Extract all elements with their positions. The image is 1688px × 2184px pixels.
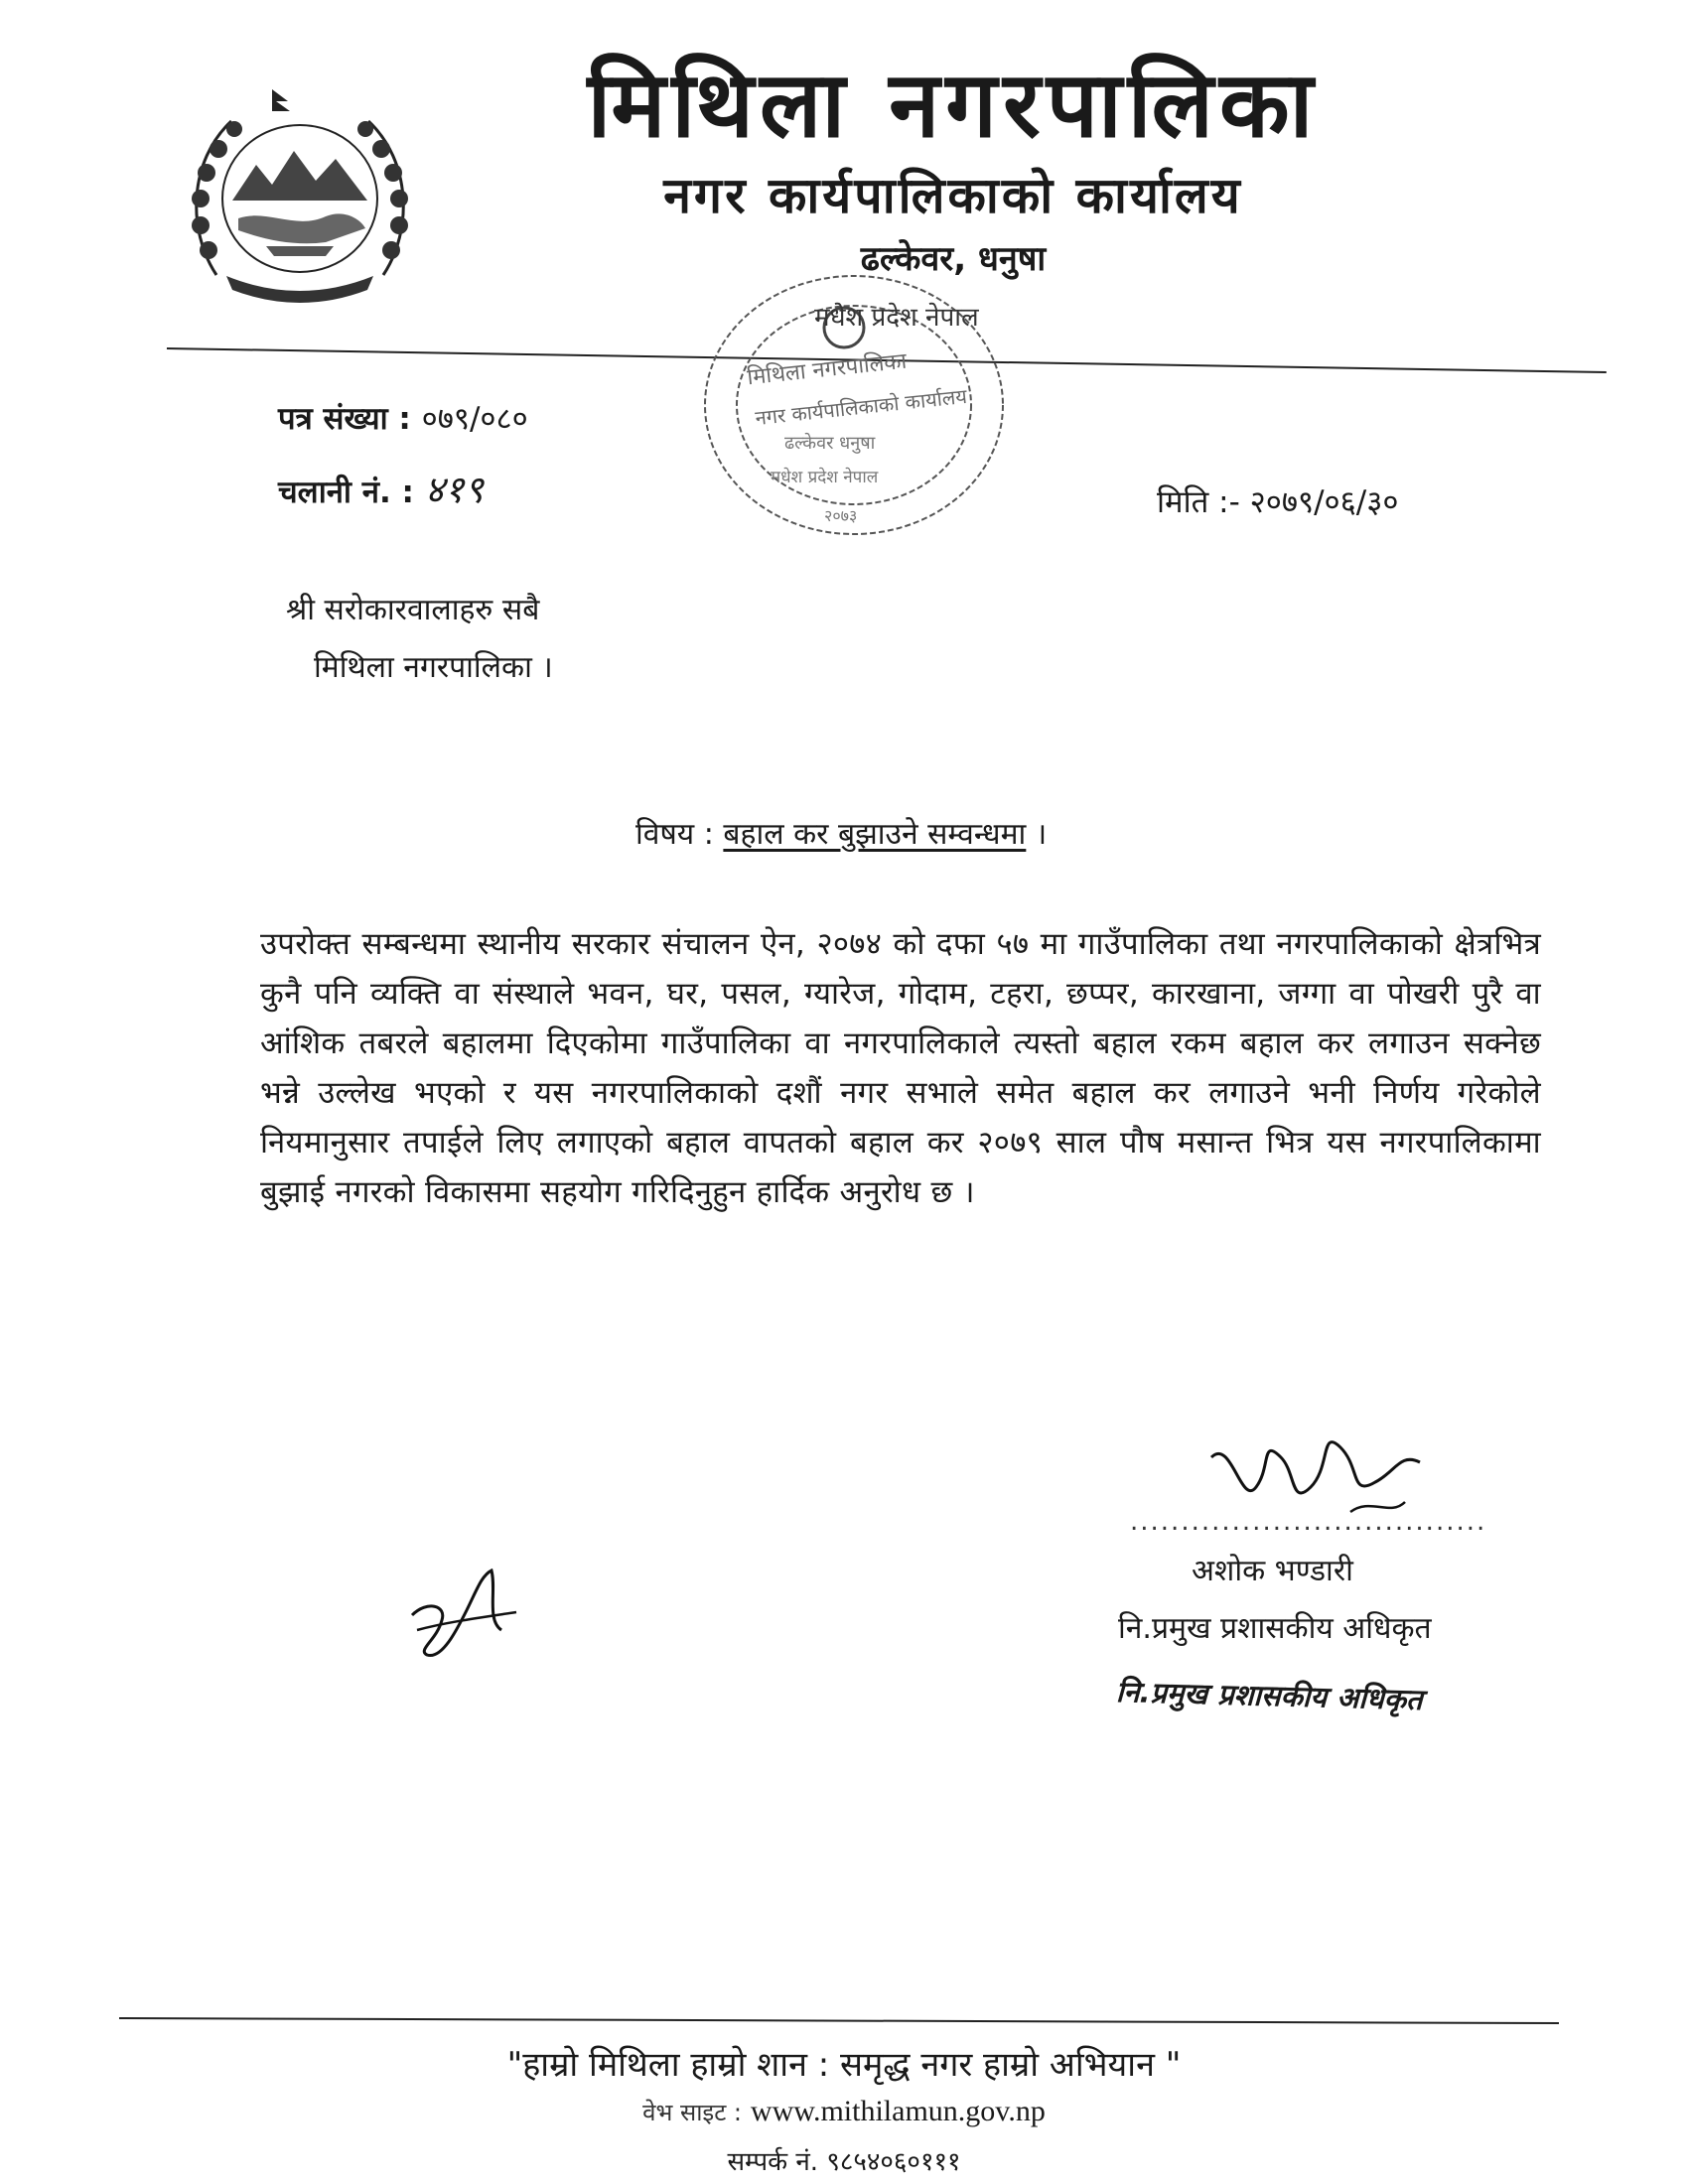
seal-text-5: मधेश प्रदेश नेपाल — [771, 468, 879, 487]
subject-end: । — [1035, 817, 1048, 852]
footer-website — [0, 2095, 1688, 2128]
recipient-line-2: मिथिला नगरपालिका । — [314, 650, 553, 685]
letter-body: उपरोक्त सम्बन्धमा स्थानीय सरकार संचालन ऐन, २०७४ को दफा ५७ मा गाउँपालिका तथा नगरपालिकाको क्षेत्रभित्र कुनै पनि व्यक्ति वा संस्थाले भवन, घर, पसल, ग्यारेज, गोदाम, टहरा, छप्पर, कारखाना, जग्गा वा पोखरी पुरै वा आंशिक तबरले बहालमा दिएकोमा गाउँपालिका वा नगरपालिकाले त्यस्तो बहाल रकम बहाल कर लगाउन सक्नेछ भन्ने उल्लेख भएको र यस नगरपालिकाको दशौं नगर सभाले समेत बहाल कर लगाउने भनी निर्णय गरेकोले नियमानुसार तपाईले लिए लगाएको बहाल वापतको बहाल कर २०७९ साल पौष मसान्त भित्र यस नगरपालिकामा बुझाई नगरको विकासमा सहयोग गरिदिनुहुन हार्दिक अनुरोध छ । — [260, 926, 1541, 1210]
footer-slogan: "हाम्रो मिथिला हाम्रो शान : समृद्ध नगर हाम्रो अभियान " — [506, 2045, 1182, 2085]
dispatch-label: चलानी नं. : — [278, 475, 414, 510]
signature-line: ................................... — [1130, 1507, 1487, 1537]
signatory-title-stamp: नि.प्रमुख प्रशासकीय अधिकृत — [1115, 1674, 1424, 1717]
letter-date — [1157, 480, 1398, 522]
website-label: वेभ साइट : — [642, 2099, 743, 2126]
office-address: ढल्केवर, धनुषा — [860, 239, 1047, 279]
date-label: मिति :- — [1157, 484, 1240, 520]
handwritten-initials — [397, 1561, 526, 1670]
dispatch-number — [278, 463, 484, 514]
office-subtitle: नगर कार्यपालिकाको कार्यालय — [663, 167, 1243, 224]
nepal-emblem-logo — [177, 81, 423, 310]
reference-number — [278, 397, 528, 439]
signatory-name: अशोक भण्डारी — [1192, 1554, 1353, 1588]
recipient-line-1: श्री सरोकारवालाहरु सबै — [286, 593, 540, 627]
seal-text-3: नगर कार्यपालिकाको कार्यालय — [754, 383, 968, 431]
reference-label: पत्र संख्या : — [278, 401, 411, 437]
date-value: २०७९/०६/३० — [1249, 484, 1399, 520]
seal-text-4: ढल्केवर धनुषा — [784, 433, 876, 454]
footer-phone: सम्पर्क नं. ९८५४०६०१११ — [727, 2147, 961, 2177]
municipality-title: मिथिला नगरपालिका — [587, 52, 1320, 158]
letter-subject — [635, 812, 1047, 853]
seal-text-2: मिथिला नगरपालिका — [746, 348, 909, 391]
dispatch-value: ४१९ — [424, 468, 485, 511]
subject-text: बहाल कर बुझाउने सम्वन्धमा — [723, 817, 1027, 852]
seal-text-1: मधेश प्रदेश नेपाल — [814, 303, 979, 333]
subject-label: विषय : — [635, 817, 714, 852]
signatory-title: नि.प्रमुख प्रशासकीय अधिकृत — [1118, 1611, 1432, 1646]
seal-text-6: २०७३ — [824, 506, 858, 525]
reference-value: ०७९/०८० — [421, 401, 528, 437]
website-link[interactable]: www.mithilamun.gov.np — [750, 2095, 1046, 2127]
footer-divider — [119, 2017, 1559, 2024]
